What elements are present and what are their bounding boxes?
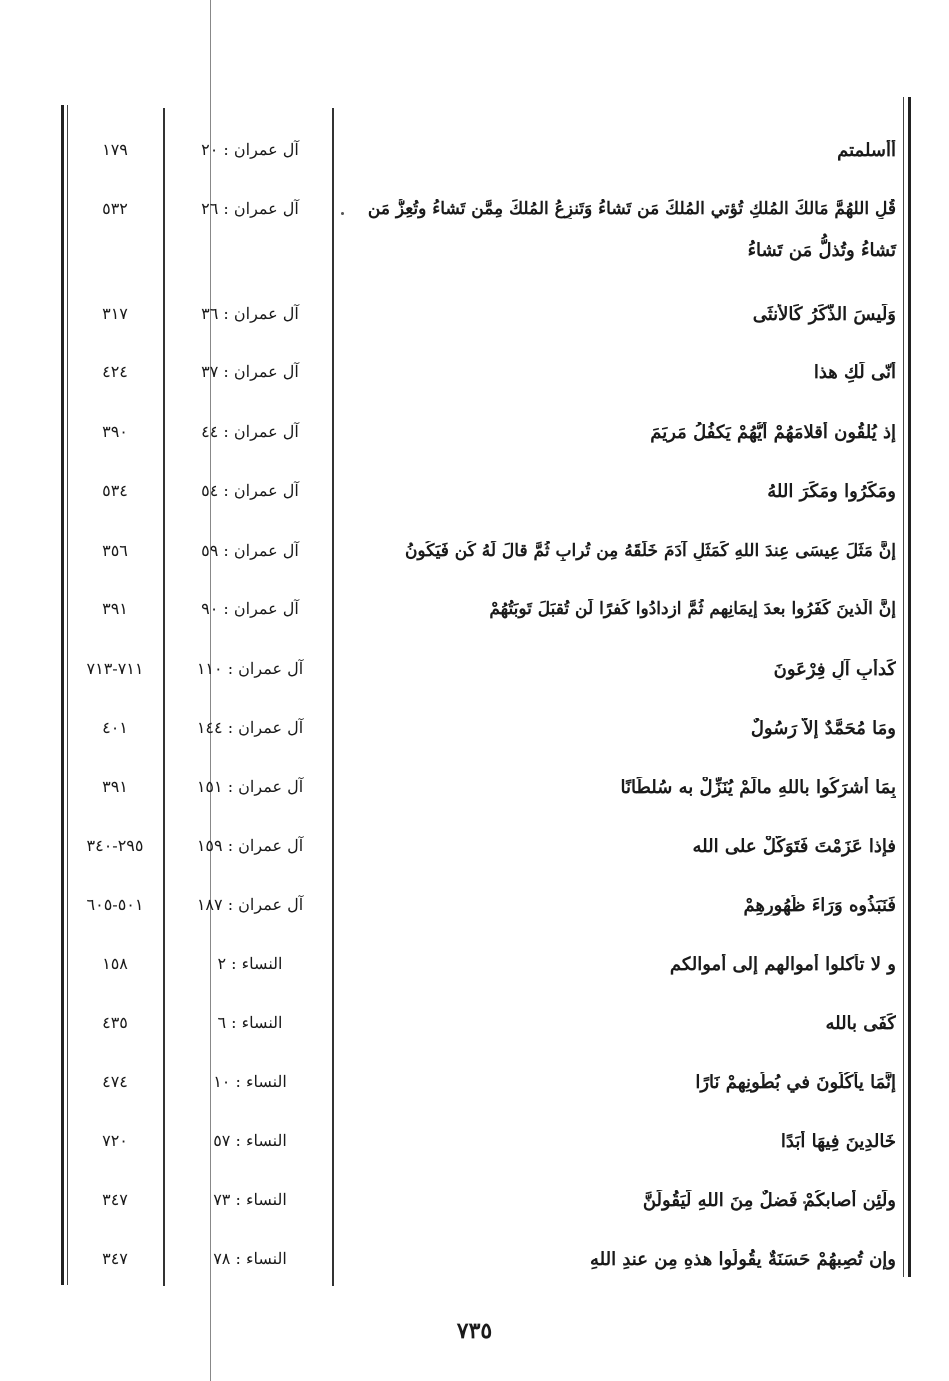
index-row [0, 659, 949, 699]
page-reference: ٥٠١-٦٠٥ [86, 895, 144, 914]
verse-text: أأسلمتم [837, 140, 896, 161]
verse-text: إذ يُلقُون أقلامَهُمْ أيُّهُمْ يَكفُلُ مَريَمَ [650, 422, 896, 443]
verse-text: ومَكَرُوا ومَكَرَ اللهُ [767, 481, 896, 502]
index-row [0, 1131, 949, 1171]
page-reference: ٣٥٦ [102, 541, 128, 560]
index-row [0, 140, 949, 180]
index-row [0, 304, 949, 344]
index-row [0, 599, 949, 639]
verse-text: وَلَيسَ الذَّكَرُ كَالأنثَى [752, 304, 896, 325]
index-row [0, 836, 949, 876]
verse-text: و لا تأكلوا أموالهم إلى أموالكم [669, 954, 896, 975]
page-reference: ١٧٩ [102, 140, 128, 159]
surah-reference: آل عمران : ١١٠ [196, 659, 304, 678]
page-reference: ٣٤٧ [102, 1190, 128, 1209]
verse-text: كَدأبِ آلِ فِرْعَونَ [773, 659, 896, 680]
verse-text: وإن تُصِبهُمْ حَسَنَةٌ يقُولُوا هذهِ مِن عندِ اللهِ [590, 1249, 896, 1270]
surah-reference: آل عمران : ٢٦ [201, 199, 299, 218]
surah-reference: آل عمران : ٥٩ [201, 541, 299, 560]
surah-reference: آل عمران : ٣٦ [201, 304, 299, 323]
page-reference: ٥٣٢ [102, 199, 128, 218]
index-row [0, 422, 949, 462]
page-reference: ٣٩٠ [102, 422, 128, 441]
surah-reference: آل عمران : ٥٤ [201, 481, 299, 500]
surah-reference: آل عمران : ١٨٧ [196, 895, 304, 914]
surah-reference: آل عمران : ٢٠ [201, 140, 299, 159]
index-row [0, 1190, 949, 1230]
page-reference: ٤٧٤ [102, 1072, 128, 1091]
page-reference: ٣٤٧ [102, 1249, 128, 1268]
page-reference: ٢٩٥-٣٤٠ [86, 836, 144, 855]
verse-text: ومَا مُحَمَّدٌ إلاّ رَسُولٌ [750, 718, 896, 739]
index-row [0, 954, 949, 994]
surah-reference: آل عمران : ١٤٤ [196, 718, 304, 737]
index-row [0, 777, 949, 817]
surah-reference: آل عمران : ٩٠ [201, 599, 299, 618]
page-reference: ٣١٧ [102, 304, 128, 323]
page-reference: ٥٣٤ [102, 481, 128, 500]
surah-reference: آل عمران : ٣٧ [201, 362, 299, 381]
page-reference: ٤٢٤ [102, 362, 128, 381]
surah-reference: النساء : ٢ [217, 954, 283, 973]
surah-reference: النساء : ٥٧ [213, 1131, 287, 1150]
index-row [0, 541, 949, 581]
index-row [0, 1072, 949, 1112]
index-row-continuation [0, 240, 949, 280]
index-row [0, 718, 949, 758]
surah-reference: النساء : ٧٨ [213, 1249, 287, 1268]
surah-reference: النساء : ٧٣ [213, 1190, 287, 1209]
verse-text: خَالدِينَ فِيهَا أبَدًا [780, 1131, 896, 1152]
verse-text: قُلِ اللهُمَّ مَالكَ المُلكِ تُؤتي المُلكَ مَن تَشاءُ وَتَنزِعُ المُلكَ مِمَّن تَشاءُ وتُعِزُّ مَن [367, 199, 896, 219]
surah-reference: آل عمران : ١٥١ [196, 777, 304, 796]
page-reference: ٤٣٥ [102, 1013, 128, 1032]
index-row [0, 1013, 949, 1053]
index-row [0, 199, 949, 239]
verse-text-continuation: تَشاءُ وتُذلُّ مَن تَشاءُ [747, 240, 896, 261]
index-row [0, 481, 949, 521]
surah-reference: آل عمران : ٤٤ [201, 422, 299, 441]
surah-reference: النساء : ١٠ [213, 1072, 287, 1091]
surah-reference: آل عمران : ١٥٩ [196, 836, 304, 855]
verse-text: أنّى لَكِ هذا [813, 362, 896, 383]
index-row [0, 1249, 949, 1289]
verse-text: إنَّ مَثَلَ عِيسَى عِندَ اللهِ كَمَثَلِ آدَمَ خَلَقَهُ مِن تُرابٍ ثُمَّ قالَ لَهُ كُن فَيَكُونُ [404, 541, 896, 561]
verse-text: فإذا عَزَمْتَ فَتَوَكَّلْ على الله [692, 836, 896, 857]
page-number: ٧٣٥ [456, 1318, 493, 1344]
index-row [0, 895, 949, 935]
page-reference: ٣٩١ [102, 599, 128, 618]
verse-text: إنَّ الَّذينَ كَفَرُوا بعدَ إيمَانِهِم ثُمَّ ازدادُوا كُفرًا لَن تُقبَلَ تَوبَتُهُمْ [489, 599, 896, 619]
page-reference: ٧١١-٧١٣ [86, 659, 144, 678]
verse-text: إنَّمَا يأكُلُونَ في بُطُونِهِمْ نَارًا [695, 1072, 896, 1093]
page-reference: ٤٠١ [102, 718, 128, 737]
verse-text: بِمَا أشرَكُوا باللهِ مالَمْ يُنَزِّلْ به سُلطَانًا [620, 777, 896, 798]
verse-text: ولَئِن أصابكُمْ فَضلٌ مِنَ اللهِ لَيَقُولَنَّ [642, 1190, 896, 1211]
verse-text: فَنَبَذُوه وَرَاءَ ظُهُورِهِمْ [743, 895, 896, 916]
surah-reference: النساء : ٦ [217, 1013, 283, 1032]
index-row [0, 362, 949, 402]
page-reference: ٧٢٠ [102, 1131, 128, 1150]
page-reference: ٣٩١ [102, 777, 128, 796]
verse-text: كَفَى بالله [825, 1013, 896, 1034]
page-reference: ١٥٨ [102, 954, 128, 973]
